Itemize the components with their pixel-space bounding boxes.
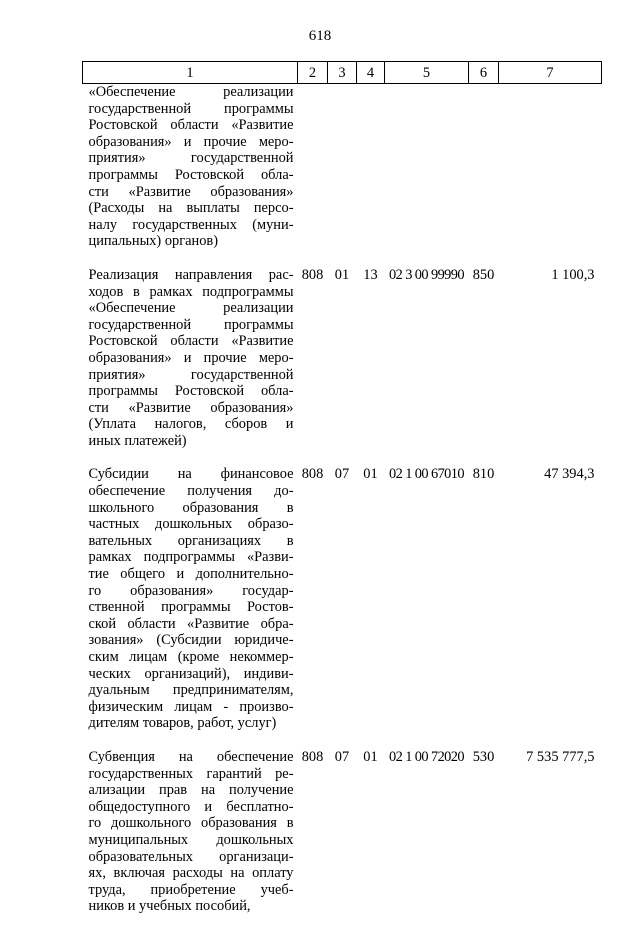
- expense-type-code: 810: [472, 466, 495, 483]
- subsection-code: 01: [363, 748, 378, 765]
- expense-type-code: 850: [472, 266, 495, 283]
- description-line: программы Ростовской обла-: [88, 383, 294, 400]
- description-line: школьного образования в: [88, 499, 294, 516]
- ministry-code: 808: [301, 748, 324, 765]
- description-line: государственной программы: [88, 100, 294, 117]
- description-line: программы Ростовской обла-: [88, 166, 294, 183]
- description-line: государственной программы: [88, 316, 294, 333]
- budget-table: [82, 61, 602, 932]
- description-line: «Обеспечение реализации: [88, 84, 294, 100]
- description-line: «Обеспечение реализации: [88, 300, 294, 317]
- page-number: 618: [308, 28, 332, 44]
- description-line: ходов в рамках подпрограммы: [88, 283, 294, 300]
- description-line: ческих организаций), индиви-: [88, 665, 294, 682]
- target-article-code: 02 1 00 72020: [389, 748, 464, 765]
- header-col-7: 7: [499, 62, 602, 84]
- header-col-3: 3: [328, 62, 357, 84]
- description-line: (Расходы на выплаты персо-: [88, 200, 294, 217]
- description-line: сти «Развитие образования»: [88, 183, 294, 200]
- target-article-code: [385, 84, 469, 267]
- description-line: муниципальных дошкольных: [88, 831, 294, 848]
- section-code: 01: [334, 266, 350, 283]
- description-line: приятия» государственной: [88, 150, 294, 167]
- description-line: Субвенция на обеспечение: [88, 748, 294, 765]
- row-description: [83, 84, 298, 267]
- description-line: вательных организациях в: [88, 532, 294, 549]
- description-line: Ростовской области «Развитие: [88, 333, 294, 350]
- amount: 1 100,3: [551, 266, 595, 283]
- header-col-4: 4: [357, 62, 385, 84]
- target-article-code: 02 1 00 67010: [389, 466, 464, 483]
- description-line: образования» и прочие меро-: [88, 349, 294, 366]
- description-line: налу государственных (муни-: [88, 216, 294, 233]
- description-line: тие общего и дополнительно-: [88, 566, 294, 583]
- description-line: общедоступного и бесплатно-: [88, 798, 294, 815]
- header-col-6: 6: [469, 62, 499, 84]
- description-line: образовательных организаци-: [88, 848, 294, 865]
- description-line: ципальных) органов): [88, 233, 218, 250]
- table-body: [83, 84, 602, 932]
- header-col-5: 5: [385, 62, 469, 84]
- ministry-code: 808: [301, 466, 324, 483]
- row-description: [83, 749, 298, 932]
- subsection-code: 13: [363, 266, 378, 283]
- description-line: Ростовской области «Развитие: [88, 117, 294, 134]
- amount: 47 394,3: [544, 466, 595, 483]
- ministry-code: 808: [301, 266, 324, 283]
- amount: [499, 84, 602, 267]
- row-description: [83, 466, 298, 749]
- description-line: зования» (Субсидии юридиче-: [88, 632, 294, 649]
- description-line: ским лицам (кроме некоммер-: [88, 649, 294, 665]
- expense-type-code: [469, 84, 499, 267]
- description-line: ников и учебных пособий,: [88, 898, 251, 915]
- header-col-1: 1: [83, 62, 298, 84]
- description-line: го дошкольного образования в: [88, 815, 294, 832]
- description-line: физическим лицам - произво-: [88, 698, 294, 715]
- description-line: ственной программы Ростов-: [88, 599, 294, 616]
- section-code: [328, 84, 357, 267]
- section-code: 07: [334, 466, 350, 483]
- description-line: ализации прав на получение: [88, 782, 294, 799]
- ministry-code: [298, 84, 328, 267]
- table-row: [83, 749, 602, 932]
- amount: 7 535 777,5: [526, 748, 595, 765]
- description-line: го образования» государ-: [88, 582, 294, 599]
- description-line: дуальным предпринимателям,: [88, 682, 294, 699]
- table-row: [83, 466, 602, 749]
- description-line: ях, включая расходы на оплату: [88, 865, 294, 882]
- description-line: дителям товаров, работ, услуг): [88, 715, 277, 732]
- description-line: труда, приобретение учеб-: [88, 881, 294, 898]
- description-line: частных дошкольных образо-: [88, 516, 294, 533]
- section-code: 07: [334, 748, 350, 765]
- header-row: [83, 62, 602, 84]
- description-line: ской области «Развитие обра-: [88, 615, 294, 632]
- description-line: государственных гарантий ре-: [88, 765, 294, 782]
- header-col-2: 2: [298, 62, 328, 84]
- description-line: обеспечение получения до-: [88, 483, 294, 500]
- expense-type-code: 530: [472, 748, 495, 765]
- row-description: [83, 267, 298, 467]
- subsection-code: 01: [363, 466, 378, 483]
- description-line: рамках подпрограммы «Разви-: [88, 549, 294, 566]
- table-row: [83, 267, 602, 467]
- description-line: приятия» государственной: [88, 366, 294, 383]
- description-line: образования» и прочие меро-: [88, 133, 294, 150]
- description-line: Субсидии на финансовое: [88, 466, 294, 483]
- table-row: [83, 84, 602, 267]
- description-line: (Уплата налогов, сборов и: [88, 416, 294, 433]
- target-article-code: 02 3 00 99990: [389, 266, 464, 283]
- description-line: сти «Развитие образования»: [88, 399, 294, 416]
- description-line: Реализация направления рас-: [88, 266, 294, 283]
- description-line: иных платежей): [88, 432, 187, 449]
- subsection-code: [357, 84, 385, 267]
